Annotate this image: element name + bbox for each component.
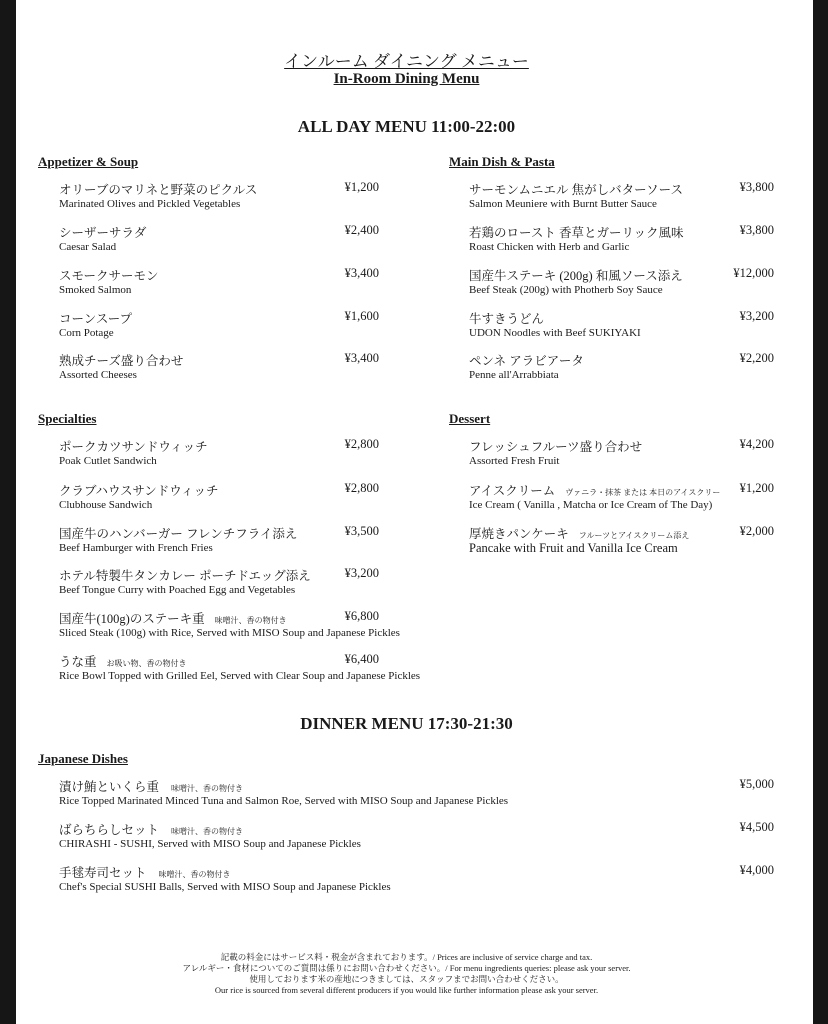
item-name-jp: シーザーサラダ [59, 226, 147, 240]
item-name-en: Rice Topped Marinated Minced Tuna and Salmon Roe, Served with MISO Soup and Japanese Pickles [59, 795, 509, 807]
item-name-en: Beef Tongue Curry with Poached Egg and Vegetables [59, 584, 296, 596]
item-name-jp: アイスクリーム [469, 484, 556, 498]
item-name-jp: 手毬寿司セット [59, 866, 147, 880]
item-name-jp: 若鶏のロースト 香草とガーリック風味 [469, 226, 684, 240]
item-name-en: Assorted Cheeses [59, 369, 137, 381]
item-name-jp: ばらちらしセット [59, 823, 160, 837]
item-name-jp: フレッシュフルーツ盛り合わせ [469, 440, 643, 454]
item-price: ¥6,800 [344, 609, 379, 623]
item-price: ¥3,400 [344, 266, 379, 280]
footer-note: Our rice is sourced from several different producers if you would like further information please ask your server. [214, 985, 599, 995]
section-title-dessert: Dessert [449, 411, 491, 426]
item-name-en: Chef's Special SUSHI Balls, Served with MISO Soup and Japanese Pickles [59, 881, 391, 893]
item-name-jp: 漬け鮪といくら重 [59, 780, 160, 794]
item-name-en: CHIRASHI - SUSHI, Served with MISO Soup and Japanese Pickles [59, 838, 361, 850]
item-price: ¥1,200 [344, 180, 379, 194]
section-title-appetizer: Appetizer & Soup [38, 154, 139, 169]
item-note: 味噌汁、香の物付き [171, 827, 244, 836]
footer-note: アレルギー・食材についてのご質問は係りにお問い合わせください。/ For menu ingredients queries: please ask your server. [182, 963, 631, 973]
item-price: ¥2,200 [739, 351, 774, 365]
item-price: ¥6,400 [344, 652, 379, 666]
item-price: ¥3,800 [739, 223, 774, 237]
item-name-en: Roast Chicken with Herb and Garlic [469, 241, 630, 253]
item-price: ¥3,500 [344, 524, 379, 538]
item-price: ¥2,800 [344, 437, 379, 451]
item-name-en: UDON Noodles with Beef SUKIYAKI [469, 327, 641, 339]
item-name-jp: ポークカツサンドウィッチ [59, 440, 208, 454]
item-name-en: Smoked Salmon [59, 284, 132, 296]
item-note: ヴァニラ・抹茶 または 本日のアイスクリー [565, 488, 721, 497]
item-price: ¥2,800 [344, 481, 379, 495]
item-name-jp: 国産牛ステーキ (200g) 和風ソース添え [469, 269, 683, 283]
item-name-en: Beef Hamburger with French Fries [59, 542, 213, 554]
item-note: フルーツとアイスクリーム添え [578, 531, 690, 540]
item-name-en: Caesar Salad [59, 241, 117, 253]
footer-note: 記載の料金にはサービス料・税金が含まれております。/ Prices are inclusive of service charge and tax. [220, 952, 593, 962]
item-name-en: Corn Potage [59, 327, 114, 339]
item-name-jp: 熟成チーズ盛り合わせ [59, 354, 184, 368]
item-price: ¥1,200 [739, 481, 774, 495]
item-name-en: Salmon Meuniere with Burnt Butter Sauce [469, 198, 657, 210]
item-price: ¥3,800 [739, 180, 774, 194]
item-name-en: Pancake with Fruit and Vanilla Ice Cream [469, 541, 678, 555]
item-name-jp: 国産牛のハンバーガー フレンチフライ添え [59, 527, 298, 541]
item-price: ¥2,000 [739, 524, 774, 538]
item-note: 味噌汁、香の物付き [171, 784, 244, 793]
item-price: ¥1,600 [344, 309, 379, 323]
item-name-en: Poak Cutlet Sandwich [59, 455, 157, 467]
item-price: ¥3,200 [739, 309, 774, 323]
item-name-en: Beef Steak (200g) with Photherb Soy Sauce [469, 284, 663, 296]
item-name-jp: うな重 [59, 655, 97, 669]
item-price: ¥4,200 [739, 437, 774, 451]
item-name-jp: オリーブのマリネと野菜のピクルス [59, 183, 258, 197]
section-title-specialties: Specialties [38, 411, 97, 426]
section-title-japanese: Japanese Dishes [38, 751, 128, 766]
item-price: ¥3,200 [344, 566, 379, 580]
item-price: ¥12,000 [733, 266, 774, 280]
item-name-en: Rice Bowl Topped with Grilled Eel, Served with Clear Soup and Japanese Pickles [59, 670, 421, 682]
item-name-en: Clubhouse Sandwich [59, 499, 153, 511]
item-name-jp: スモークサーモン [59, 269, 159, 283]
item-name-jp: 牛すきうどん [469, 312, 545, 326]
item-price: ¥2,400 [344, 223, 379, 237]
item-name-jp: ペンネ アラビアータ [469, 354, 584, 368]
menu-title-jp: インルーム ダイニング メニュー [284, 52, 529, 71]
item-name-jp: サーモンムニエル 焦がしバターソース [469, 183, 684, 197]
item-name-en: Marinated Olives and Pickled Vegetables [59, 198, 241, 210]
item-name-en: Assorted Fresh Fruit [469, 455, 560, 467]
item-name-jp: 国産牛(100g)のステーキ重 [59, 612, 205, 626]
item-note: お吸い物、香の物付き [106, 659, 187, 668]
item-name-jp: コーンスープ [59, 312, 133, 326]
section-title-main: Main Dish & Pasta [449, 154, 555, 169]
item-name-jp: 厚焼きパンケーキ [469, 527, 569, 541]
menu-title-en: In-Room Dining Menu [333, 71, 480, 87]
all-day-menu-heading: ALL DAY MENU 11:00-22:00 [297, 117, 516, 136]
item-name-jp: ホテル特製牛タンカレー ポーチドエッグ添え [59, 569, 311, 583]
footer-note: 使用しております米の産地につきましては、スタッフまでお問い合わせください。 [249, 974, 564, 984]
item-price: ¥4,500 [739, 820, 774, 834]
item-price: ¥5,000 [739, 777, 774, 791]
item-price: ¥3,400 [344, 351, 379, 365]
item-name-en: Penne all'Arrabbiata [469, 369, 559, 381]
item-name-en: Sliced Steak (100g) with Rice, Served with MISO Soup and Japanese Pickles [59, 627, 400, 639]
item-note: 味噌汁、香の物付き [158, 870, 231, 879]
item-name-jp: クラブハウスサンドウィッチ [59, 484, 219, 498]
dinner-menu-heading: DINNER MENU 17:30-21:30 [300, 714, 513, 733]
item-price: ¥4,000 [739, 863, 774, 877]
item-name-en: Ice Cream ( Vanilla , Matcha or Ice Cream of The Day) [469, 499, 713, 511]
item-note: 味噌汁、香の物付き [214, 616, 287, 625]
